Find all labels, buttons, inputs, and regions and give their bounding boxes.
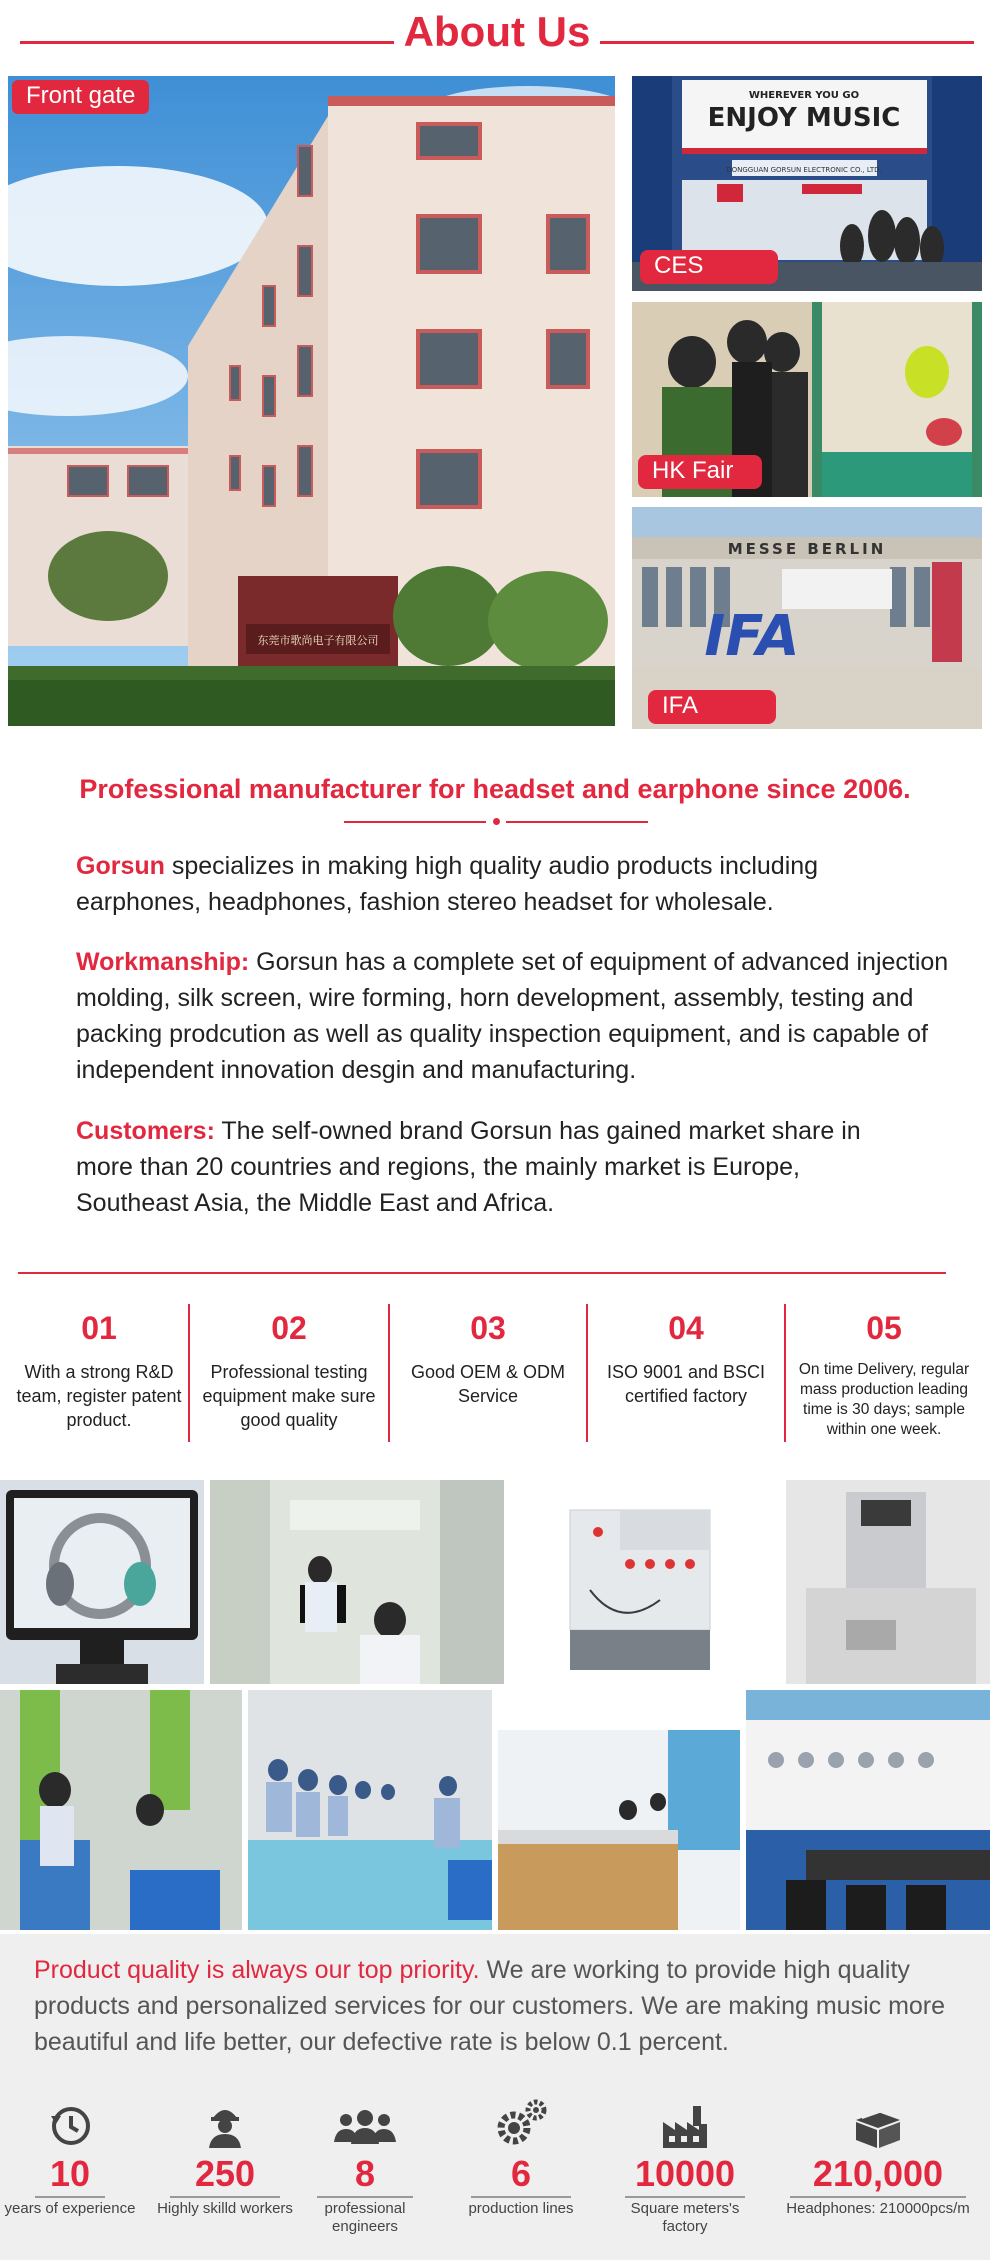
paragraph-gorsun-body: specializes in making high quality audio products including earphones, headphones, fashion stereo headset for wholesale. bbox=[76, 852, 819, 916]
stat-rule bbox=[790, 2196, 966, 2198]
gears-icon bbox=[448, 2100, 594, 2148]
stat-rule bbox=[471, 2196, 571, 2198]
factory-photo-test-machine bbox=[510, 1480, 780, 1684]
hk-fair-photo bbox=[632, 302, 982, 497]
design-monitor-illustration bbox=[0, 1480, 204, 1684]
feature-text: Good OEM & ODM Service bbox=[410, 1362, 566, 1406]
header-rule-left bbox=[20, 41, 394, 44]
feature-item bbox=[10, 1304, 188, 1444]
stat-factory bbox=[610, 2100, 760, 2236]
paragraph-customers-lead: Customers: bbox=[76, 1117, 215, 1145]
quality-statement bbox=[34, 1952, 964, 2060]
front-gate-photo bbox=[8, 76, 615, 726]
front-gate-illustration bbox=[8, 76, 615, 726]
feature-item bbox=[588, 1304, 784, 1444]
hk-fair-label: HK Fair bbox=[638, 455, 762, 489]
paragraph-gorsun-lead: Gorsun bbox=[76, 852, 165, 880]
feature-item bbox=[786, 1304, 982, 1444]
boxes-icon bbox=[778, 2100, 978, 2148]
office-illustration bbox=[498, 1690, 740, 1930]
stat-label: Highly skilld workers bbox=[157, 2200, 293, 2217]
feature-number: 04 bbox=[668, 1310, 704, 1346]
feature-number: 05 bbox=[866, 1310, 902, 1346]
tagline-rule-left bbox=[344, 821, 486, 823]
factory-icon bbox=[610, 2100, 760, 2148]
worker-icon bbox=[150, 2100, 300, 2148]
ces-banner-main: ENJOY MUSIC bbox=[707, 103, 901, 133]
ces-label: CES bbox=[640, 250, 778, 284]
stat-number: 250 bbox=[194, 2153, 256, 2194]
front-gate-label: Front gate bbox=[12, 80, 149, 114]
factory-photo-testing-room bbox=[210, 1480, 504, 1684]
stat-number: 210,000 bbox=[812, 2153, 944, 2194]
ifa-logo: IFA bbox=[704, 604, 800, 669]
feature-item bbox=[390, 1304, 586, 1444]
stat-engineers bbox=[300, 2100, 430, 2236]
factory-photo-assembly-line bbox=[248, 1690, 492, 1930]
testing-room-illustration bbox=[210, 1480, 504, 1684]
stat-number: 10000 bbox=[634, 2153, 736, 2194]
team-icon bbox=[300, 2100, 430, 2148]
stat-rule bbox=[317, 2196, 413, 2198]
stat-number: 8 bbox=[354, 2153, 376, 2194]
factory-photo-showroom bbox=[746, 1690, 990, 1930]
paragraph-workmanship bbox=[76, 944, 956, 1088]
feature-text: On time Delivery, regular mass production leading time is 30 days; sample within one week. bbox=[798, 1361, 970, 1438]
ifa-photo bbox=[632, 507, 982, 729]
stat-label: Headphones: 210000pcs/m bbox=[786, 2200, 970, 2217]
gate-sign-text: 东莞市歌尚电子有限公司 bbox=[257, 634, 379, 647]
stat-number: 6 bbox=[510, 2153, 532, 2194]
page-title: About Us bbox=[403, 8, 591, 55]
paragraph-gorsun bbox=[76, 848, 846, 920]
feature-text: ISO 9001 and BSCI certified factory bbox=[606, 1362, 766, 1406]
section-divider bbox=[18, 1272, 946, 1274]
stat-label: Square meters's factory bbox=[630, 2200, 740, 2235]
tagline-dot bbox=[493, 818, 500, 825]
injection-molding-illustration bbox=[0, 1690, 242, 1930]
feature-text: Professional testing equipment make sure good quality bbox=[202, 1362, 376, 1430]
quality-statement-body: We are working to provide high quality products and personalized services for our customers. We are making music more beautiful and life better, our defective rate is below 0.1 percent. bbox=[34, 1956, 946, 2056]
paragraph-customers-body: The self-owned brand Gorsun has gained market share in more than 20 countries and regions, the mainly market is Europe, Southeast Asia, the Middle East and Africa. bbox=[76, 1117, 861, 1217]
stat-label: years of experience bbox=[4, 2200, 136, 2217]
clock-history-icon bbox=[0, 2100, 140, 2148]
feature-number: 03 bbox=[470, 1310, 506, 1346]
paragraph-workmanship-body: Gorsun has a complete set of equipment of advanced injection molding, silk screen, wire forming, horn development, assembly, testing and packing prodcution as well as quality inspection equipment, and is capable of independent innovation desgin and manufacturing. bbox=[76, 948, 949, 1084]
feature-item bbox=[190, 1304, 388, 1444]
assembly-line-illustration bbox=[248, 1690, 492, 1930]
ces-photo bbox=[632, 76, 982, 291]
feature-number: 02 bbox=[271, 1310, 307, 1346]
feature-number: 01 bbox=[81, 1310, 117, 1346]
stat-label: professional engineers bbox=[324, 2200, 406, 2235]
press-machine-illustration bbox=[786, 1480, 990, 1684]
stat-label: production lines bbox=[468, 2200, 574, 2217]
factory-photo-office bbox=[498, 1690, 740, 1930]
ces-booth-sign: DONGGUAN GORSUN ELECTRONIC CO., LTD. bbox=[726, 166, 882, 174]
ces-banner-top: WHEREVER YOU GO bbox=[748, 90, 860, 101]
feature-text: With a strong R&D team, register patent product. bbox=[16, 1362, 182, 1430]
factory-photo-design bbox=[0, 1480, 204, 1684]
header-rule-right bbox=[600, 41, 974, 44]
ifa-label: IFA bbox=[648, 690, 776, 724]
ifa-building-sign: MESSE BERLIN bbox=[727, 540, 887, 558]
paragraph-customers bbox=[76, 1113, 866, 1221]
tagline-rule-right bbox=[506, 821, 648, 823]
quality-statement-lead: Product quality is always our top priority. bbox=[34, 1956, 480, 1984]
paragraph-workmanship-lead: Workmanship: bbox=[76, 948, 250, 976]
showroom-illustration bbox=[746, 1690, 990, 1930]
stat-lines bbox=[448, 2100, 594, 2218]
test-machine-illustration bbox=[510, 1480, 780, 1684]
stat-workers bbox=[150, 2100, 300, 2218]
stat-number: 10 bbox=[49, 2153, 91, 2194]
factory-photo-press-machine bbox=[786, 1480, 990, 1684]
tagline: Professional manufacturer for headset and earphone since 2006. bbox=[79, 774, 911, 804]
stat-capacity bbox=[778, 2100, 978, 2218]
stat-years bbox=[0, 2100, 140, 2218]
stat-rule bbox=[35, 2196, 105, 2198]
stat-rule bbox=[625, 2196, 745, 2198]
factory-photo-injection bbox=[0, 1690, 242, 1930]
stat-rule bbox=[170, 2196, 280, 2198]
